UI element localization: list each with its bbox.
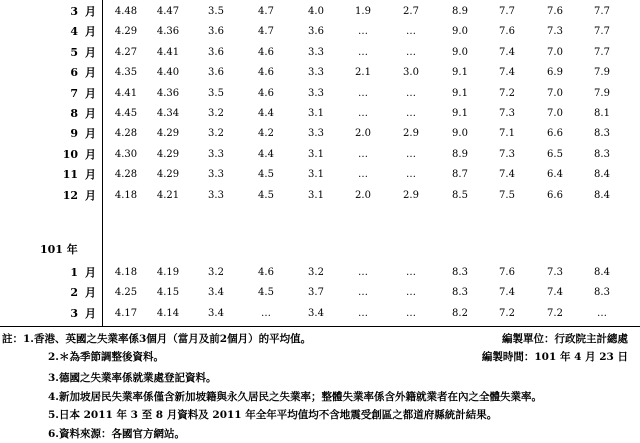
table-cell: … [358,267,368,278]
month-number: 5 [70,45,78,59]
note-4-text: 4.新加坡居民失業率係僅含新加坡籍與永久居民之失業率；整體失業率係含外籍就業者在內之全體失業率。 [48,391,542,403]
table-cell: 7.2 [499,87,515,99]
month-suffix: 月 [85,66,96,80]
table-cell: 4.25 [114,287,138,299]
table-cell: 6.5 [547,148,563,160]
table-cell: 4.35 [114,67,138,79]
month-suffix: 月 [85,86,96,100]
table-cell: 4.29 [156,169,180,181]
table-row [0,2,640,22]
table-cell: 8.1 [594,108,610,119]
table-cell: … [358,148,368,160]
table-cell: 4.48 [114,6,138,17]
table-cell: 9.1 [452,67,468,79]
note-2-text: 2.＊為季節調整後資料。 [48,351,164,363]
table-cell: 4.2 [258,128,274,140]
table-cell: 8.3 [594,148,610,160]
table-cell: 4.5 [258,189,274,201]
table-cell: 8.4 [594,267,610,278]
table-cell: … [358,307,368,319]
table-cell: 3.6 [208,67,224,79]
note-6-text: 6.資料來源：各國官方網站。 [48,428,185,440]
month-number: 3 [70,5,78,18]
table-cell: 4.7 [258,26,274,38]
table-cell: 4.30 [114,148,138,160]
table-cell: 4.5 [258,287,274,299]
table-cell: 3.1 [308,189,324,201]
table-cell: 7.4 [499,67,515,79]
month-suffix: 月 [85,107,96,120]
table-cell: 8.2 [452,307,468,319]
month-label [40,304,96,324]
table-cell: 4.4 [258,148,274,160]
table-cell: … [406,287,416,299]
table-cell: 3.3 [208,189,224,201]
table-cell: 4.47 [156,6,180,17]
table-row [0,84,640,104]
table-cell: 4.40 [156,67,180,79]
table-cell: 3.2 [208,108,224,119]
table-cell: 2.9 [403,189,419,201]
table-cell: 4.29 [156,128,180,140]
table-cell: 4.5 [258,169,274,181]
table-cell: 7.6 [499,26,515,38]
table-cell: 3.4 [308,307,324,319]
table-cell: 3.3 [208,148,224,160]
month-label [40,145,96,165]
month-label [40,22,96,42]
table-cell: 6.4 [547,169,563,181]
table-cell: 7.3 [499,148,515,160]
table-cell: … [358,87,368,99]
month-label [40,263,96,283]
table-cell: 1.9 [355,6,371,17]
table-cell: 3.3 [308,87,324,99]
table-cell: 9.0 [452,128,468,140]
table-cell: … [406,26,416,38]
table-cell: 4.29 [114,26,138,38]
table-cell: 4.34 [156,108,180,119]
table-cell: 3.5 [208,6,224,17]
table-row [0,124,640,144]
month-suffix: 月 [85,5,96,18]
month-number: 7 [70,86,78,100]
table-cell: 7.0 [547,46,563,58]
table-cell: … [406,267,416,278]
table-cell: 3.6 [308,26,324,38]
table-row [0,263,640,283]
year-label: 101 年 [40,243,78,256]
month-number: 10 [62,147,78,161]
table-cell: … [358,169,368,181]
month-suffix: 月 [85,127,96,141]
table-cell: 7.9 [594,87,610,99]
table-cell: … [406,169,416,181]
table-cell: 2.7 [403,6,419,17]
month-number: 2 [70,286,78,300]
table-cell: 7.7 [499,6,515,17]
table-cell: 3.1 [308,169,324,181]
table-cell: 3.3 [208,169,224,181]
table-cell: 2.0 [355,189,371,201]
table-cell: 4.19 [156,267,180,278]
table-cell: 4.18 [114,189,138,201]
table-row [0,22,640,42]
table-cell: 3.2 [208,267,224,278]
table-cell: 9.0 [452,46,468,58]
month-label [40,165,96,185]
table-cell: 8.7 [452,169,468,181]
note-3-text: 3.德國之失業率係就業處登記資料。 [48,372,217,384]
month-label [40,63,96,83]
note-2 [0,348,640,366]
table-cell: … [406,148,416,160]
month-label [40,104,96,124]
table-cell: 4.41 [156,46,180,58]
table-cell: 2.1 [355,67,371,79]
table-cell: 8.3 [452,267,468,278]
table-cell: … [261,307,271,319]
table-cell: 6.6 [547,189,563,201]
month-suffix: 月 [85,45,96,59]
table-cell: 7.5 [499,189,515,201]
table-row [0,304,640,324]
table-cell: 4.28 [114,169,138,181]
month-number: 11 [62,168,78,182]
table-cell: 7.3 [547,267,563,278]
table-cell: 3.0 [403,67,419,79]
table-cell: 7.4 [499,287,515,299]
table-bottom-border [0,326,640,327]
table-cell: 4.6 [258,67,274,79]
month-number: 6 [70,66,78,80]
month-number: 3 [70,306,78,320]
table-row [0,283,640,303]
table-cell: 7.9 [594,67,610,79]
table-cell: 3.1 [308,148,324,160]
table-row [0,43,640,63]
table-cell: 7.4 [499,46,515,58]
table-cell: 4.28 [114,128,138,140]
table-cell: 3.2 [308,267,324,278]
table-cell: 9.1 [452,87,468,99]
table-cell: 4.21 [156,189,180,201]
table-cell: 4.6 [258,46,274,58]
month-label [40,84,96,104]
table-cell: 8.3 [452,287,468,299]
table-cell: 3.3 [308,46,324,58]
table-cell: 7.4 [499,169,515,181]
table-cell: 4.18 [114,267,138,278]
table-cell: 7.6 [547,6,563,17]
table-cell: 4.7 [258,6,274,17]
table-cell: 8.3 [594,128,610,140]
month-suffix: 月 [85,286,96,300]
note-1 [0,330,640,348]
note-5 [0,406,640,424]
month-suffix: 月 [85,25,96,39]
table-cell: 8.9 [452,148,468,160]
table-row [0,165,640,185]
table-cell: 7.4 [547,287,563,299]
table-cell: 8.4 [594,189,610,201]
table-cell: 2.0 [355,128,371,140]
table-cell: … [358,26,368,38]
note-4 [0,388,640,406]
month-number: 12 [62,188,78,202]
month-label [40,186,96,206]
table-cell: … [406,87,416,99]
table-cell: 4.27 [114,46,138,58]
table-cell: 7.2 [499,307,515,319]
table-cell: … [597,307,607,319]
table-cell: 4.14 [156,307,180,319]
table-cell: 4.29 [156,148,180,160]
table-cell: 2.9 [403,128,419,140]
table-row [0,145,640,165]
table-cell: 4.36 [156,26,180,38]
table-cell: 7.6 [499,267,515,278]
table-row [0,63,640,83]
table-cell: … [406,108,416,119]
table-cell: 7.7 [594,6,610,17]
table-cell: 7.0 [547,87,563,99]
table-cell: 3.5 [208,87,224,99]
table-cell: 3.3 [308,67,324,79]
table-cell: 4.45 [114,108,138,119]
table-cell: 6.6 [547,128,563,140]
table-cell: 4.36 [156,87,180,99]
month-label [40,43,96,63]
table-cell: 8.9 [452,6,468,17]
month-label [40,124,96,144]
note-5-text: 5.日本 2011 年 3 至 8 月資料及 2011 年全年平均值均不含地震受創區之都道府縣統計結果。 [48,409,498,421]
month-number: 8 [70,107,78,120]
compiled-date: 編製時間：101 年 4 月 23 日 [481,351,628,363]
table-cell: 7.3 [547,26,563,38]
month-label [40,283,96,303]
note-6 [0,425,640,443]
table-cell: … [358,287,368,299]
note-1-text: 註：1.香港、英國之失業率係3個月（當月及前2個月）的平均值。 [2,333,312,345]
table-row [0,104,640,124]
month-number: 9 [70,127,78,141]
table-cell: … [406,46,416,58]
table-cell: 3.6 [208,26,224,38]
table-cell: 7.3 [499,108,515,119]
table-cell: 4.0 [308,6,324,17]
month-suffix: 月 [85,188,96,202]
table-cell: 3.2 [208,128,224,140]
table-cell: 7.7 [594,26,610,38]
table-cell: 4.6 [258,267,274,278]
month-suffix: 月 [85,306,96,320]
year-row [0,240,640,260]
table-cell: 3.3 [308,128,324,140]
table-cell: 3.7 [308,287,324,299]
note-3 [0,369,640,387]
month-label [40,2,96,22]
table-cell: 7.1 [499,128,515,140]
table-cell: 3.4 [208,307,224,319]
table-cell: 3.6 [208,46,224,58]
table-cell: 7.2 [547,307,563,319]
table-cell: 7.7 [594,46,610,58]
table-cell: 8.5 [452,189,468,201]
table-cell: 6.9 [547,67,563,79]
table-cell: 8.3 [594,287,610,299]
table-cell: 3.4 [208,287,224,299]
month-suffix: 月 [85,147,96,161]
month-number: 1 [70,266,78,279]
table-cell: 9.0 [452,26,468,38]
table-cell: 4.15 [156,287,180,299]
table-cell: 9.1 [452,108,468,119]
table-cell: 4.17 [114,307,138,319]
compiled-by: 編製單位：行政院主計總處 [502,333,628,345]
table-cell: 3.1 [308,108,324,119]
table-cell: 4.41 [114,87,138,99]
month-number: 4 [70,25,78,39]
table-cell: 4.4 [258,108,274,119]
table-cell: 8.4 [594,169,610,181]
table-cell: … [358,46,368,58]
month-suffix: 月 [85,266,96,279]
table-cell: … [358,108,368,119]
table-cell: 7.0 [547,108,563,119]
table-cell: … [406,307,416,319]
month-suffix: 月 [85,168,96,182]
table-row [0,186,640,206]
table-cell: 4.6 [258,87,274,99]
